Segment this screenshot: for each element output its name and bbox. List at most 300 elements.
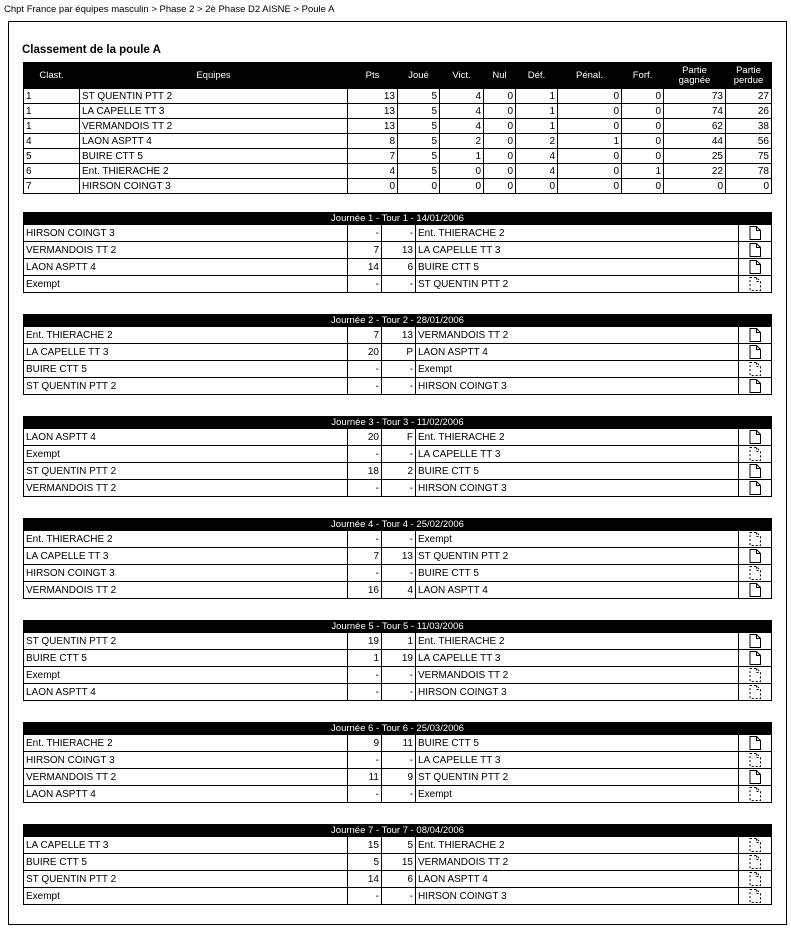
forfeit-cell: 0 [622,104,664,119]
home-team[interactable]: Exempt [24,276,348,293]
column-header-label: Partie [682,64,707,76]
journee-table [23,620,772,701]
games-lost-cell: 75 [726,149,772,164]
column-header [516,63,558,89]
table-row [24,89,772,104]
home-score: 7 [348,548,382,565]
away-team[interactable]: VERMANDOIS TT 2 [416,854,739,871]
games-won-cell: 74 [664,104,726,119]
match-sheet-cell[interactable] [739,786,772,803]
journee-header-row [24,315,772,327]
forfeit-cell: 0 [622,134,664,149]
draws-cell: 0 [484,149,516,164]
match-row [24,225,772,242]
home-team[interactable]: ST QUENTIN PTT 2 [24,378,348,395]
penalty-cell: 0 [558,149,622,164]
document-icon[interactable] [749,381,761,392]
losses-cell: 1 [516,119,558,134]
draws-cell: 0 [484,179,516,194]
match-row [24,871,772,888]
match-sheet-cell[interactable] [739,344,772,361]
breadcrumb-item[interactable]: 2è Phase D2 AISNE [205,4,291,15]
breadcrumb-separator: > [151,4,157,15]
match-sheet-cell[interactable] [739,650,772,667]
journee-title: Journée 5 - Tour 5 - 11/03/2006 [24,621,772,633]
match-row [24,650,772,667]
draws-cell: 0 [484,134,516,149]
away-team[interactable]: HIRSON COINGT 3 [416,888,739,905]
match-sheet-cell[interactable] [739,633,772,650]
home-team[interactable]: LAON ASPTT 4 [24,786,348,803]
journee-table [23,212,772,293]
column-header [24,63,80,89]
rank-cell: 6 [24,164,80,179]
home-score: 20 [348,429,382,446]
games-lost-cell: 38 [726,119,772,134]
column-header-label: Clast. [39,69,64,81]
journee-title: Journée 3 - Tour 3 - 11/02/2006 [24,417,772,429]
games-won-cell: 62 [664,119,726,134]
match-sheet-cell[interactable] [739,888,772,905]
draws-cell: 0 [484,164,516,179]
column-header-label: Joué [408,69,429,81]
points-cell: 13 [348,119,398,134]
rank-cell: 4 [24,134,80,149]
games-won-cell: 25 [664,149,726,164]
home-score: - [348,225,382,242]
home-team[interactable]: Ent. THIERACHE 2 [24,327,348,344]
team-name[interactable]: LA CAPELLE TT 3 [80,104,348,119]
away-team[interactable]: BUIRE CTT 5 [416,463,739,480]
match-sheet-cell[interactable] [739,446,772,463]
games-lost-cell: 26 [726,104,772,119]
standings-header-row [24,63,772,89]
home-team[interactable]: VERMANDOIS TT 2 [24,769,348,786]
standings-table [23,62,772,194]
penalty-cell: 0 [558,164,622,179]
played-cell: 5 [398,149,440,164]
match-row [24,259,772,276]
match-sheet-cell[interactable] [739,854,772,871]
away-team[interactable]: LA CAPELLE TT 3 [416,752,739,769]
document-icon[interactable] [749,262,761,273]
breadcrumb [4,4,334,16]
home-team[interactable]: ST QUENTIN PTT 2 [24,463,348,480]
match-sheet-cell[interactable] [739,225,772,242]
games-lost-cell: 27 [726,89,772,104]
home-team[interactable]: HIRSON COINGT 3 [24,225,348,242]
column-header-label: perdue [733,74,764,86]
points-cell: 8 [348,134,398,149]
journee-title: Journée 6 - Tour 6 - 25/03/2006 [24,723,772,735]
away-score: - [382,361,416,378]
match-row [24,531,772,548]
column-header [558,63,622,89]
journee-table [23,518,772,599]
match-row [24,633,772,650]
home-score: - [348,888,382,905]
column-header [440,63,484,89]
home-team[interactable]: LAON ASPTT 4 [24,259,348,276]
points-cell: 13 [348,104,398,119]
match-row [24,769,772,786]
table-row [24,119,772,134]
dashed-document-icon[interactable] [749,891,761,902]
away-team[interactable]: LA CAPELLE TT 3 [416,242,739,259]
away-score: - [382,667,416,684]
away-score: 9 [382,769,416,786]
dashed-document-icon[interactable] [749,534,761,545]
away-score: P [382,344,416,361]
journee-title: Journée 7 - Tour 7 - 08/04/2006 [24,825,772,837]
journee-header-row [24,621,772,633]
wins-cell: 0 [440,179,484,194]
document-icon[interactable] [749,245,761,256]
home-team[interactable]: LA CAPELLE TT 3 [24,548,348,565]
away-team[interactable]: BUIRE CTT 5 [416,259,739,276]
home-team[interactable]: BUIRE CTT 5 [24,650,348,667]
column-header [80,63,348,89]
away-score: - [382,480,416,497]
dashed-document-icon[interactable] [749,840,761,851]
away-team[interactable]: LAON ASPTT 4 [416,582,739,599]
away-team[interactable]: LA CAPELLE TT 3 [416,446,739,463]
wins-cell: 1 [440,149,484,164]
dashed-document-icon[interactable] [749,789,761,800]
dashed-document-icon[interactable] [749,857,761,868]
points-cell: 4 [348,164,398,179]
team-name[interactable]: BUIRE CTT 5 [80,149,348,164]
column-header-label: Pénal. [576,69,603,81]
home-score: - [348,276,382,293]
column-header-label: Partie [736,64,761,76]
home-team[interactable]: ST QUENTIN PTT 2 [24,633,348,650]
team-name[interactable]: ST QUENTIN PTT 2 [80,89,348,104]
column-header-label: Vict. [452,69,471,81]
match-sheet-cell[interactable] [739,667,772,684]
wins-cell: 0 [440,164,484,179]
losses-cell: 4 [516,149,558,164]
column-header [398,63,440,89]
away-team[interactable]: Exempt [416,786,739,803]
games-lost-cell: 56 [726,134,772,149]
dashed-document-icon[interactable] [749,874,761,885]
wins-cell: 2 [440,134,484,149]
journee-title: Journée 4 - Tour 4 - 25/02/2006 [24,519,772,531]
match-sheet-cell[interactable] [739,480,772,497]
match-sheet-cell[interactable] [739,735,772,752]
team-name[interactable]: LAON ASPTT 4 [80,134,348,149]
away-score: - [382,786,416,803]
home-score: 11 [348,769,382,786]
match-row [24,565,772,582]
points-cell: 0 [348,179,398,194]
match-row [24,344,772,361]
away-score: - [382,684,416,701]
forfeit-cell: 1 [622,164,664,179]
points-cell: 7 [348,149,398,164]
games-won-cell: 73 [664,89,726,104]
column-header-label: Pts [365,69,380,81]
match-sheet-cell[interactable] [739,463,772,480]
match-row [24,378,772,395]
games-won-cell: 0 [664,179,726,194]
match-row [24,242,772,259]
home-team[interactable]: BUIRE CTT 5 [24,854,348,871]
away-team[interactable]: BUIRE CTT 5 [416,735,739,752]
away-score: 11 [382,735,416,752]
document-icon[interactable] [749,432,761,443]
home-team[interactable]: LAON ASPTT 4 [24,684,348,701]
dashed-document-icon[interactable] [749,687,761,698]
column-header [484,63,516,89]
journee-table [23,314,772,395]
away-score: - [382,225,416,242]
match-row [24,446,772,463]
match-sheet-cell[interactable] [739,565,772,582]
match-row [24,667,772,684]
draws-cell: 0 [484,89,516,104]
draws-cell: 0 [484,104,516,119]
column-header [726,63,772,89]
match-sheet-cell[interactable] [739,769,772,786]
match-row [24,480,772,497]
forfeit-cell: 0 [622,179,664,194]
away-team[interactable]: LAON ASPTT 4 [416,344,739,361]
home-score: - [348,361,382,378]
document-icon[interactable] [749,466,761,477]
away-score: - [382,446,416,463]
match-row [24,276,772,293]
home-team[interactable]: Exempt [24,667,348,684]
away-team[interactable]: Exempt [416,361,739,378]
document-icon[interactable] [749,636,761,647]
breadcrumb-item[interactable]: Phase 2 [159,4,195,15]
column-header-label: Déf. [527,69,546,81]
document-icon[interactable] [749,228,761,239]
match-sheet-cell[interactable] [739,276,772,293]
table-row [24,149,772,164]
dashed-document-icon[interactable] [749,755,761,766]
journee-header-row [24,723,772,735]
journee-header-row [24,519,772,531]
wins-cell: 4 [440,104,484,119]
home-score: 7 [348,242,382,259]
away-team[interactable]: ST QUENTIN PTT 2 [416,276,739,293]
away-team[interactable]: HIRSON COINGT 3 [416,378,739,395]
away-team[interactable]: Ent. THIERACHE 2 [416,225,739,242]
home-score: - [348,684,382,701]
away-team[interactable]: VERMANDOIS TT 2 [416,327,739,344]
home-team[interactable]: Exempt [24,888,348,905]
away-team[interactable]: BUIRE CTT 5 [416,565,739,582]
match-row [24,786,772,803]
away-team[interactable]: VERMANDOIS TT 2 [416,667,739,684]
match-sheet-cell[interactable] [739,378,772,395]
rank-cell: 1 [24,119,80,134]
match-sheet-cell[interactable] [739,361,772,378]
breadcrumb-separator: > [197,4,203,15]
away-team[interactable]: Ent. THIERACHE 2 [416,633,739,650]
away-score: 19 [382,650,416,667]
match-sheet-cell[interactable] [739,531,772,548]
match-sheet-cell[interactable] [739,259,772,276]
games-lost-cell: 78 [726,164,772,179]
journee-title: Journée 1 - Tour 1 - 14/01/2006 [24,213,772,225]
match-row [24,684,772,701]
dashed-document-icon[interactable] [749,670,761,681]
table-row [24,179,772,194]
home-team[interactable]: LAON ASPTT 4 [24,429,348,446]
match-row [24,361,772,378]
away-team[interactable]: HIRSON COINGT 3 [416,480,739,497]
home-score: 15 [348,837,382,854]
match-row [24,837,772,854]
wins-cell: 4 [440,119,484,134]
match-row [24,429,772,446]
journee-table [23,416,772,497]
played-cell: 5 [398,89,440,104]
journee-table [23,824,772,905]
away-team[interactable]: Ent. THIERACHE 2 [416,837,739,854]
match-sheet-cell[interactable] [739,684,772,701]
home-score: - [348,446,382,463]
home-team[interactable]: HIRSON COINGT 3 [24,752,348,769]
away-team[interactable]: ST QUENTIN PTT 2 [416,548,739,565]
match-row [24,548,772,565]
home-score: - [348,786,382,803]
dashed-document-icon[interactable] [749,279,761,290]
away-score: 13 [382,548,416,565]
dashed-document-icon[interactable] [749,449,761,460]
table-row [24,104,772,119]
played-cell: 5 [398,119,440,134]
match-row [24,752,772,769]
away-score: 1 [382,633,416,650]
document-icon[interactable] [749,772,761,783]
home-team[interactable]: Ent. THIERACHE 2 [24,735,348,752]
document-icon[interactable] [749,551,761,562]
dashed-document-icon[interactable] [749,364,761,375]
games-won-cell: 22 [664,164,726,179]
journee-header-row [24,825,772,837]
document-icon[interactable] [749,347,761,358]
home-team[interactable]: LA CAPELLE TT 3 [24,344,348,361]
home-team[interactable]: LA CAPELLE TT 3 [24,837,348,854]
column-header [622,63,664,89]
home-score: 1 [348,650,382,667]
match-sheet-cell[interactable] [739,429,772,446]
match-sheet-cell[interactable] [739,871,772,888]
home-team[interactable]: VERMANDOIS TT 2 [24,582,348,599]
played-cell: 5 [398,104,440,119]
column-header-label: Forf. [632,69,653,81]
penalty-cell: 0 [558,104,622,119]
team-name[interactable]: HIRSON COINGT 3 [80,179,348,194]
games-lost-cell: 0 [726,179,772,194]
away-team[interactable]: Exempt [416,531,739,548]
document-icon[interactable] [749,330,761,341]
losses-cell: 2 [516,134,558,149]
away-score: - [382,378,416,395]
document-icon[interactable] [749,738,761,749]
home-team[interactable]: ST QUENTIN PTT 2 [24,871,348,888]
home-score: - [348,378,382,395]
home-team[interactable]: VERMANDOIS TT 2 [24,242,348,259]
journee-header-row [24,213,772,225]
match-sheet-cell[interactable] [739,752,772,769]
away-score: 2 [382,463,416,480]
away-team[interactable]: HIRSON COINGT 3 [416,684,739,701]
home-score: 20 [348,344,382,361]
away-score: 6 [382,259,416,276]
home-team[interactable]: HIRSON COINGT 3 [24,565,348,582]
match-sheet-cell[interactable] [739,242,772,259]
away-score: F [382,429,416,446]
table-row [24,164,772,179]
home-team[interactable]: BUIRE CTT 5 [24,361,348,378]
forfeit-cell: 0 [622,89,664,104]
team-name[interactable]: Ent. THIERACHE 2 [80,164,348,179]
journee-header-row [24,417,772,429]
rank-cell: 5 [24,149,80,164]
away-score: 5 [382,837,416,854]
match-sheet-cell[interactable] [739,548,772,565]
table-row [24,134,772,149]
away-score: - [382,752,416,769]
dashed-document-icon[interactable] [749,568,761,579]
home-score: 14 [348,259,382,276]
home-team[interactable]: VERMANDOIS TT 2 [24,480,348,497]
home-score: 9 [348,735,382,752]
document-icon[interactable] [749,653,761,664]
match-sheet-cell[interactable] [739,327,772,344]
home-team[interactable]: Exempt [24,446,348,463]
penalty-cell: 0 [558,89,622,104]
match-row [24,888,772,905]
home-score: 16 [348,582,382,599]
home-team[interactable]: Ent. THIERACHE 2 [24,531,348,548]
match-sheet-cell[interactable] [739,582,772,599]
journee-title: Journée 2 - Tour 2 - 28/01/2006 [24,315,772,327]
match-sheet-cell[interactable] [739,837,772,854]
played-cell: 0 [398,179,440,194]
away-team[interactable]: ST QUENTIN PTT 2 [416,769,739,786]
home-score: - [348,565,382,582]
losses-cell: 1 [516,104,558,119]
breadcrumb-separator: > [293,4,300,15]
column-header [664,63,726,89]
document-icon[interactable] [749,483,761,494]
away-score: - [382,888,416,905]
home-score: 5 [348,854,382,871]
document-icon[interactable] [749,585,761,596]
breadcrumb-item[interactable]: Chpt France par équipes masculin [4,4,149,15]
team-name[interactable]: VERMANDOIS TT 2 [80,119,348,134]
points-cell: 13 [348,89,398,104]
wins-cell: 4 [440,89,484,104]
home-score: 14 [348,871,382,888]
home-score: 19 [348,633,382,650]
away-team[interactable]: LAON ASPTT 4 [416,871,739,888]
losses-cell: 1 [516,89,558,104]
home-score: 18 [348,463,382,480]
column-header-label: gagnée [678,74,711,86]
page-title: Classement de la poule A [22,44,161,56]
away-team[interactable]: LA CAPELLE TT 3 [416,650,739,667]
away-team[interactable]: Ent. THIERACHE 2 [416,429,739,446]
away-score: - [382,531,416,548]
